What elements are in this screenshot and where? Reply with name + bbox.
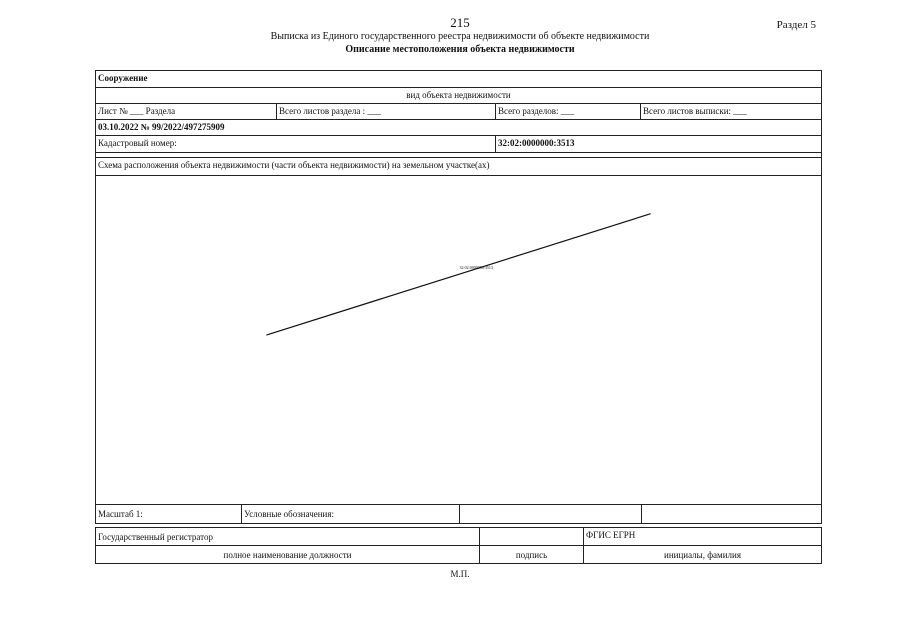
- signature-cell: [479, 528, 583, 545]
- schema-title-row: [96, 158, 821, 176]
- stamp-place: М.П.: [450, 569, 470, 579]
- page-number: 215: [450, 15, 470, 30]
- object-kind-caption-row: [96, 88, 821, 104]
- cadastral-value: 32:02:0000000:3513: [495, 136, 821, 152]
- legend-label: Условные обозначения:: [241, 505, 459, 523]
- cadastral-label: Кадастровый номер:: [98, 138, 177, 148]
- scale-row: [95, 504, 822, 524]
- extract-date-number: 03.10.2022 № 99/2022/497275909: [98, 122, 225, 132]
- signature-caption: подпись: [479, 546, 583, 563]
- legend-cell-1: [459, 505, 641, 523]
- total-sheets-section: Всего листов раздела : ___: [276, 104, 495, 119]
- registrar-caption-row: [96, 546, 821, 563]
- extract-form: [95, 70, 822, 505]
- total-sections: Всего разделов: ___: [495, 104, 640, 119]
- legend-cell-2: [641, 505, 821, 523]
- schema-area: [96, 176, 821, 504]
- date-number-row: [96, 120, 821, 136]
- registrar-row: [96, 528, 821, 546]
- schema-title: Схема расположения объекта недвижимости (части объекта недвижимости) на земельном участке(ах): [98, 160, 490, 170]
- registrar-block: [95, 527, 822, 564]
- object-kind-row: [96, 71, 821, 88]
- object-line-label: 32:02:0000000:3513: [459, 265, 493, 271]
- registrar-name: Государственный регистратор: [98, 532, 214, 542]
- total-sheets-extract: Всего листов выписки: ___: [640, 104, 821, 119]
- scale-label: Масштаб 1:: [98, 509, 143, 519]
- object-kind: Сооружение: [98, 73, 148, 83]
- sheets-row: [96, 104, 821, 120]
- section-label: Раздел 5: [776, 19, 816, 31]
- object-line: [266, 214, 650, 335]
- registrar-org: ФГИС ЕГРН: [583, 528, 821, 545]
- cadastral-row: [96, 136, 821, 153]
- document-title: Выписка из Единого государственного реестра недвижимости об объекте недвижимости: [270, 31, 650, 42]
- object-kind-caption: вид объекта недвижимости: [406, 90, 511, 100]
- sheet-number: Лист № ___ Раздела: [98, 106, 176, 116]
- position-caption: полное наименование должности: [223, 550, 352, 560]
- initials-caption: инициалы, фамилия: [583, 546, 821, 563]
- schema-drawing: [96, 176, 821, 504]
- document-subtitle: Описание местоположения объекта недвижимости: [345, 44, 575, 55]
